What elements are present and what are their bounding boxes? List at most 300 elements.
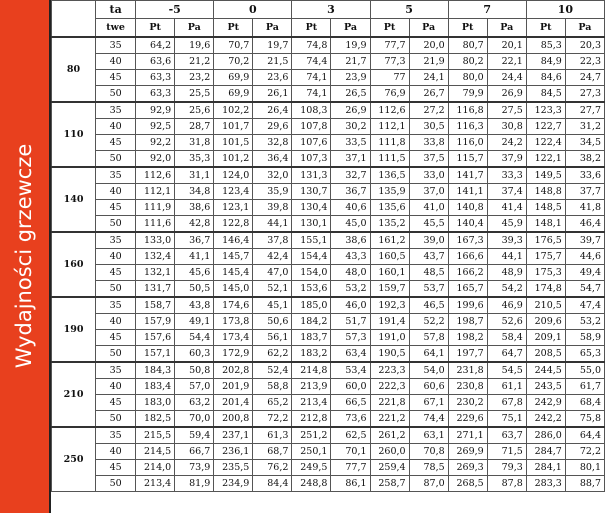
pt-value: 250,1 <box>292 444 331 460</box>
pa-value: 79,3 <box>487 460 526 476</box>
pa-value: 41,4 <box>487 200 526 216</box>
pa-value: 38,2 <box>565 151 604 168</box>
pt-value: 133,0 <box>136 232 175 249</box>
pa-value: 44,6 <box>565 249 604 265</box>
pt-value: 132,4 <box>136 249 175 265</box>
pa-value: 26,1 <box>253 86 292 103</box>
pt-value: 210,5 <box>526 297 565 314</box>
pa-value: 75,8 <box>565 411 604 428</box>
ta-value-header: 5 <box>370 1 448 19</box>
pt-value: 284,7 <box>526 444 565 460</box>
pa-value: 76,2 <box>253 460 292 476</box>
pa-value: 59,4 <box>175 427 214 444</box>
pt-value: 173,8 <box>214 314 253 330</box>
twe-label: twe <box>96 19 136 38</box>
pa-value: 49,4 <box>565 265 604 281</box>
pa-value: 80,1 <box>565 460 604 476</box>
pa-value: 63,7 <box>487 427 526 444</box>
pt-value: 141,7 <box>448 167 487 184</box>
pt-value: 260,0 <box>370 444 409 460</box>
pt-value: 209,6 <box>526 314 565 330</box>
pt-value: 112,1 <box>136 184 175 200</box>
pa-value: 61,3 <box>253 427 292 444</box>
pt-value: 74,4 <box>292 54 331 70</box>
pt-value: 159,7 <box>370 281 409 298</box>
pa-value: 72,2 <box>565 444 604 460</box>
table-row <box>52 427 605 444</box>
pa-value: 39,3 <box>487 232 526 249</box>
twe-value: 45 <box>96 395 136 411</box>
ta-value-header: 7 <box>448 1 526 19</box>
pt-value: 221,2 <box>370 411 409 428</box>
power-group-label: 210 <box>52 362 96 427</box>
pa-value: 29,6 <box>253 119 292 135</box>
pt-value: 123,4 <box>214 184 253 200</box>
table-row <box>52 200 605 216</box>
power-group-label: 190 <box>52 297 96 362</box>
side-title: Wydajności grzewcze <box>12 143 36 369</box>
pa-value: 65,3 <box>565 346 604 363</box>
table-row <box>52 37 605 54</box>
pa-value: 54,5 <box>487 362 526 379</box>
twe-value: 40 <box>96 249 136 265</box>
pt-value: 202,8 <box>214 362 253 379</box>
pt-value: 198,2 <box>448 330 487 346</box>
pt-value: 141,1 <box>448 184 487 200</box>
pt-value: 172,9 <box>214 346 253 363</box>
pa-value: 53,4 <box>331 362 370 379</box>
pt-value: 174,6 <box>214 297 253 314</box>
ta-value-header: -5 <box>136 1 214 19</box>
pa-header: Pa <box>487 19 526 38</box>
twe-value: 50 <box>96 151 136 168</box>
pt-value: 174,8 <box>526 281 565 298</box>
pa-value: 63,1 <box>409 427 448 444</box>
pt-value: 229,6 <box>448 411 487 428</box>
pa-value: 21,7 <box>331 54 370 70</box>
pa-value: 66,7 <box>175 444 214 460</box>
pa-value: 72,2 <box>253 411 292 428</box>
pt-value: 124,0 <box>214 167 253 184</box>
pt-value: 140,8 <box>448 200 487 216</box>
table-row <box>52 265 605 281</box>
table-row <box>52 411 605 428</box>
pt-value: 166,6 <box>448 249 487 265</box>
pt-value: 199,6 <box>448 297 487 314</box>
pt-value: 269,3 <box>448 460 487 476</box>
pt-value: 243,5 <box>526 379 565 395</box>
twe-value: 35 <box>96 232 136 249</box>
pa-value: 45,1 <box>253 297 292 314</box>
pa-value: 52,6 <box>487 314 526 330</box>
twe-value: 45 <box>96 460 136 476</box>
table-row <box>52 135 605 151</box>
pa-value: 37,8 <box>253 232 292 249</box>
pa-value: 64,7 <box>487 346 526 363</box>
pa-value: 33,3 <box>487 167 526 184</box>
pa-value: 67,1 <box>409 395 448 411</box>
pt-value: 108,3 <box>292 102 331 119</box>
pa-value: 20,1 <box>487 37 526 54</box>
pa-value: 22,1 <box>487 54 526 70</box>
pt-value: 237,1 <box>214 427 253 444</box>
pt-value: 63,6 <box>136 54 175 70</box>
pa-header: Pa <box>409 19 448 38</box>
pa-value: 27,7 <box>565 102 604 119</box>
pt-value: 135,2 <box>370 216 409 233</box>
pa-value: 47,0 <box>253 265 292 281</box>
pt-value: 69,9 <box>214 70 253 86</box>
pa-value: 43,7 <box>409 249 448 265</box>
pt-value: 183,2 <box>292 346 331 363</box>
pt-value: 154,0 <box>292 265 331 281</box>
pt-value: 148,8 <box>526 184 565 200</box>
pt-value: 101,2 <box>214 151 253 168</box>
pa-value: 87,8 <box>487 476 526 492</box>
pa-value: 32,8 <box>253 135 292 151</box>
pt-value: 123,1 <box>214 200 253 216</box>
pt-value: 116,3 <box>448 119 487 135</box>
pt-value: 136,5 <box>370 167 409 184</box>
pt-value: 122,8 <box>214 216 253 233</box>
pa-value: 73,6 <box>331 411 370 428</box>
pa-value: 47,4 <box>565 297 604 314</box>
pa-value: 52,1 <box>253 281 292 298</box>
pa-value: 44,1 <box>253 216 292 233</box>
pa-value: 52,4 <box>253 362 292 379</box>
twe-value: 50 <box>96 281 136 298</box>
pt-value: 146,4 <box>214 232 253 249</box>
pa-value: 21,2 <box>175 54 214 70</box>
pa-value: 24,2 <box>487 135 526 151</box>
pt-value: 145,0 <box>214 281 253 298</box>
pa-value: 27,5 <box>487 102 526 119</box>
pt-value: 223,3 <box>370 362 409 379</box>
pt-value: 77,7 <box>370 37 409 54</box>
twe-value: 35 <box>96 362 136 379</box>
pt-value: 107,8 <box>292 119 331 135</box>
pa-value: 37,5 <box>409 151 448 168</box>
pa-value: 37,1 <box>331 151 370 168</box>
pt-value: 76,9 <box>370 86 409 103</box>
pt-value: 167,3 <box>448 232 487 249</box>
twe-value: 35 <box>96 37 136 54</box>
pt-value: 148,1 <box>526 216 565 233</box>
pa-value: 51,7 <box>331 314 370 330</box>
pa-value: 24,1 <box>409 70 448 86</box>
pa-value: 39,8 <box>253 200 292 216</box>
pt-value: 230,8 <box>448 379 487 395</box>
pa-value: 31,8 <box>175 135 214 151</box>
pt-value: 122,1 <box>526 151 565 168</box>
pt-value: 122,4 <box>526 135 565 151</box>
pt-value: 84,5 <box>526 86 565 103</box>
pt-value: 236,1 <box>214 444 253 460</box>
pt-header: Pt <box>448 19 487 38</box>
pa-value: 41,0 <box>409 200 448 216</box>
pa-value: 68,7 <box>253 444 292 460</box>
pa-value: 49,1 <box>175 314 214 330</box>
pt-value: 112,1 <box>370 119 409 135</box>
pt-header: Pt <box>136 19 175 38</box>
pa-value: 84,4 <box>253 476 292 492</box>
pa-value: 36,7 <box>175 232 214 249</box>
pa-value: 66,5 <box>331 395 370 411</box>
table-row <box>52 151 605 168</box>
twe-value: 40 <box>96 54 136 70</box>
pa-value: 45,9 <box>487 216 526 233</box>
pa-value: 54,7 <box>565 281 604 298</box>
pt-header: Pt <box>292 19 331 38</box>
table-row <box>52 330 605 346</box>
power-group-label: 80 <box>52 37 96 102</box>
pa-value: 52,2 <box>409 314 448 330</box>
pt-value: 249,5 <box>292 460 331 476</box>
pa-value: 64,1 <box>409 346 448 363</box>
pt-value: 213,4 <box>292 395 331 411</box>
pa-value: 44,1 <box>487 249 526 265</box>
table-row <box>52 54 605 70</box>
pa-value: 58,9 <box>565 330 604 346</box>
pa-value: 26,9 <box>487 86 526 103</box>
pa-value: 40,6 <box>331 200 370 216</box>
pt-value: 80,0 <box>448 70 487 86</box>
pt-value: 191,4 <box>370 314 409 330</box>
pa-value: 56,1 <box>253 330 292 346</box>
pt-value: 183,7 <box>292 330 331 346</box>
pt-value: 160,5 <box>370 249 409 265</box>
pt-value: 201,9 <box>214 379 253 395</box>
pt-value: 251,2 <box>292 427 331 444</box>
pt-value: 101,5 <box>214 135 253 151</box>
table-row <box>52 314 605 330</box>
pa-value: 50,8 <box>175 362 214 379</box>
pa-value: 39,7 <box>565 232 604 249</box>
twe-value: 50 <box>96 86 136 103</box>
pa-value: 36,4 <box>253 151 292 168</box>
pa-value: 24,7 <box>565 70 604 86</box>
pt-value: 271,1 <box>448 427 487 444</box>
pt-header: Pt <box>370 19 409 38</box>
pt-value: 214,5 <box>136 444 175 460</box>
pa-value: 32,7 <box>331 167 370 184</box>
ta-label: ta <box>96 1 136 19</box>
pt-value: 111,6 <box>136 216 175 233</box>
pt-value: 101,7 <box>214 119 253 135</box>
corner-cell <box>52 1 96 38</box>
header-row-pt-pa <box>52 19 605 38</box>
pa-value: 86,1 <box>331 476 370 492</box>
ta-value-header: 3 <box>292 1 370 19</box>
pt-value: 92,5 <box>136 119 175 135</box>
pa-value: 57,3 <box>331 330 370 346</box>
pt-value: 286,0 <box>526 427 565 444</box>
table-row <box>52 249 605 265</box>
pa-value: 78,5 <box>409 460 448 476</box>
pt-value: 85,3 <box>526 37 565 54</box>
pt-value: 122,7 <box>526 119 565 135</box>
pt-value: 79,9 <box>448 86 487 103</box>
pt-value: 70,7 <box>214 37 253 54</box>
table-row <box>52 86 605 103</box>
pa-value: 54,2 <box>487 281 526 298</box>
pa-value: 20,0 <box>409 37 448 54</box>
pt-value: 258,7 <box>370 476 409 492</box>
pa-value: 53,2 <box>331 281 370 298</box>
twe-value: 40 <box>96 379 136 395</box>
pa-value: 60,6 <box>409 379 448 395</box>
pt-value: 153,6 <box>292 281 331 298</box>
pa-value: 50,6 <box>253 314 292 330</box>
pt-value: 184,2 <box>292 314 331 330</box>
pa-value: 42,8 <box>175 216 214 233</box>
pt-value: 145,4 <box>214 265 253 281</box>
side-title-banner <box>0 0 51 513</box>
pt-value: 64,2 <box>136 37 175 54</box>
pa-value: 87,0 <box>409 476 448 492</box>
pa-value: 30,2 <box>331 119 370 135</box>
pt-value: 184,3 <box>136 362 175 379</box>
pt-value: 244,5 <box>526 362 565 379</box>
power-group-label: 250 <box>52 427 96 492</box>
pt-value: 284,1 <box>526 460 565 476</box>
pa-value: 26,9 <box>331 102 370 119</box>
pa-value: 23,9 <box>331 70 370 86</box>
pa-value: 21,5 <box>253 54 292 70</box>
pt-value: 74,8 <box>292 37 331 54</box>
twe-value: 35 <box>96 427 136 444</box>
pa-value: 53,2 <box>565 314 604 330</box>
pt-value: 63,3 <box>136 86 175 103</box>
pa-value: 43,3 <box>331 249 370 265</box>
pa-value: 45,0 <box>331 216 370 233</box>
pa-value: 64,4 <box>565 427 604 444</box>
pt-value: 84,6 <box>526 70 565 86</box>
pt-value: 130,1 <box>292 216 331 233</box>
pt-value: 192,3 <box>370 297 409 314</box>
twe-value: 40 <box>96 184 136 200</box>
table-row <box>52 232 605 249</box>
pa-value: 62,5 <box>331 427 370 444</box>
pa-value: 50,5 <box>175 281 214 298</box>
pa-value: 81,9 <box>175 476 214 492</box>
pt-value: 221,8 <box>370 395 409 411</box>
pa-value: 33,8 <box>409 135 448 151</box>
power-group-label: 160 <box>52 232 96 297</box>
pt-value: 268,5 <box>448 476 487 492</box>
table-row <box>52 444 605 460</box>
pa-value: 70,1 <box>331 444 370 460</box>
pa-value: 41,1 <box>175 249 214 265</box>
pa-value: 30,5 <box>409 119 448 135</box>
pa-value: 37,4 <box>487 184 526 200</box>
pt-value: 77,3 <box>370 54 409 70</box>
pa-value: 30,8 <box>487 119 526 135</box>
pt-value: 154,4 <box>292 249 331 265</box>
pa-value: 34,5 <box>565 135 604 151</box>
pa-value: 27,3 <box>565 86 604 103</box>
pt-value: 166,2 <box>448 265 487 281</box>
twe-value: 40 <box>96 444 136 460</box>
power-group-label: 110 <box>52 102 96 167</box>
pt-value: 200,8 <box>214 411 253 428</box>
pa-value: 24,4 <box>487 70 526 86</box>
pa-value: 25,5 <box>175 86 214 103</box>
pt-value: 70,2 <box>214 54 253 70</box>
twe-value: 35 <box>96 297 136 314</box>
pa-value: 53,7 <box>409 281 448 298</box>
pt-value: 235,5 <box>214 460 253 476</box>
pa-value: 88,7 <box>565 476 604 492</box>
pa-value: 35,3 <box>175 151 214 168</box>
pa-value: 46,5 <box>409 297 448 314</box>
pt-value: 158,7 <box>136 297 175 314</box>
pt-value: 208,5 <box>526 346 565 363</box>
pt-header: Pt <box>526 19 565 38</box>
pa-value: 39,0 <box>409 232 448 249</box>
pa-value: 77,7 <box>331 460 370 476</box>
pt-value: 201,4 <box>214 395 253 411</box>
pa-value: 41,8 <box>565 200 604 216</box>
pt-value: 212,8 <box>292 411 331 428</box>
pa-value: 23,2 <box>175 70 214 86</box>
pa-value: 57,0 <box>175 379 214 395</box>
pa-value: 54,0 <box>409 362 448 379</box>
pt-value: 175,7 <box>526 249 565 265</box>
pa-value: 23,6 <box>253 70 292 86</box>
pt-value: 161,2 <box>370 232 409 249</box>
table-row <box>52 70 605 86</box>
pa-value: 19,9 <box>331 37 370 54</box>
pt-value: 190,5 <box>370 346 409 363</box>
twe-value: 50 <box>96 216 136 233</box>
pa-value: 26,7 <box>409 86 448 103</box>
pt-value: 248,8 <box>292 476 331 492</box>
table-row <box>52 119 605 135</box>
pa-value: 45,6 <box>175 265 214 281</box>
pt-value: 231,8 <box>448 362 487 379</box>
pa-value: 33,0 <box>409 167 448 184</box>
pa-value: 22,3 <box>565 54 604 70</box>
pa-value: 21,9 <box>409 54 448 70</box>
pt-value: 69,9 <box>214 86 253 103</box>
pt-value: 116,0 <box>448 135 487 151</box>
pt-value: 213,4 <box>136 476 175 492</box>
pt-value: 242,9 <box>526 395 565 411</box>
twe-value: 45 <box>96 200 136 216</box>
twe-value: 45 <box>96 70 136 86</box>
pa-value: 32,0 <box>253 167 292 184</box>
pa-value: 61,1 <box>487 379 526 395</box>
pa-value: 25,6 <box>175 102 214 119</box>
twe-value: 50 <box>96 411 136 428</box>
table-row <box>52 362 605 379</box>
pt-value: 214,0 <box>136 460 175 476</box>
pt-value: 80,2 <box>448 54 487 70</box>
table-row <box>52 297 605 314</box>
pa-value: 55,0 <box>565 362 604 379</box>
pt-value: 92,2 <box>136 135 175 151</box>
pa-value: 46,0 <box>331 297 370 314</box>
pt-value: 148,5 <box>526 200 565 216</box>
pt-value: 84,9 <box>526 54 565 70</box>
table-row <box>52 216 605 233</box>
pa-value: 60,3 <box>175 346 214 363</box>
pt-value: 197,7 <box>448 346 487 363</box>
pt-value: 135,6 <box>370 200 409 216</box>
ta-value-header: 10 <box>526 1 604 19</box>
pt-value: 214,8 <box>292 362 331 379</box>
